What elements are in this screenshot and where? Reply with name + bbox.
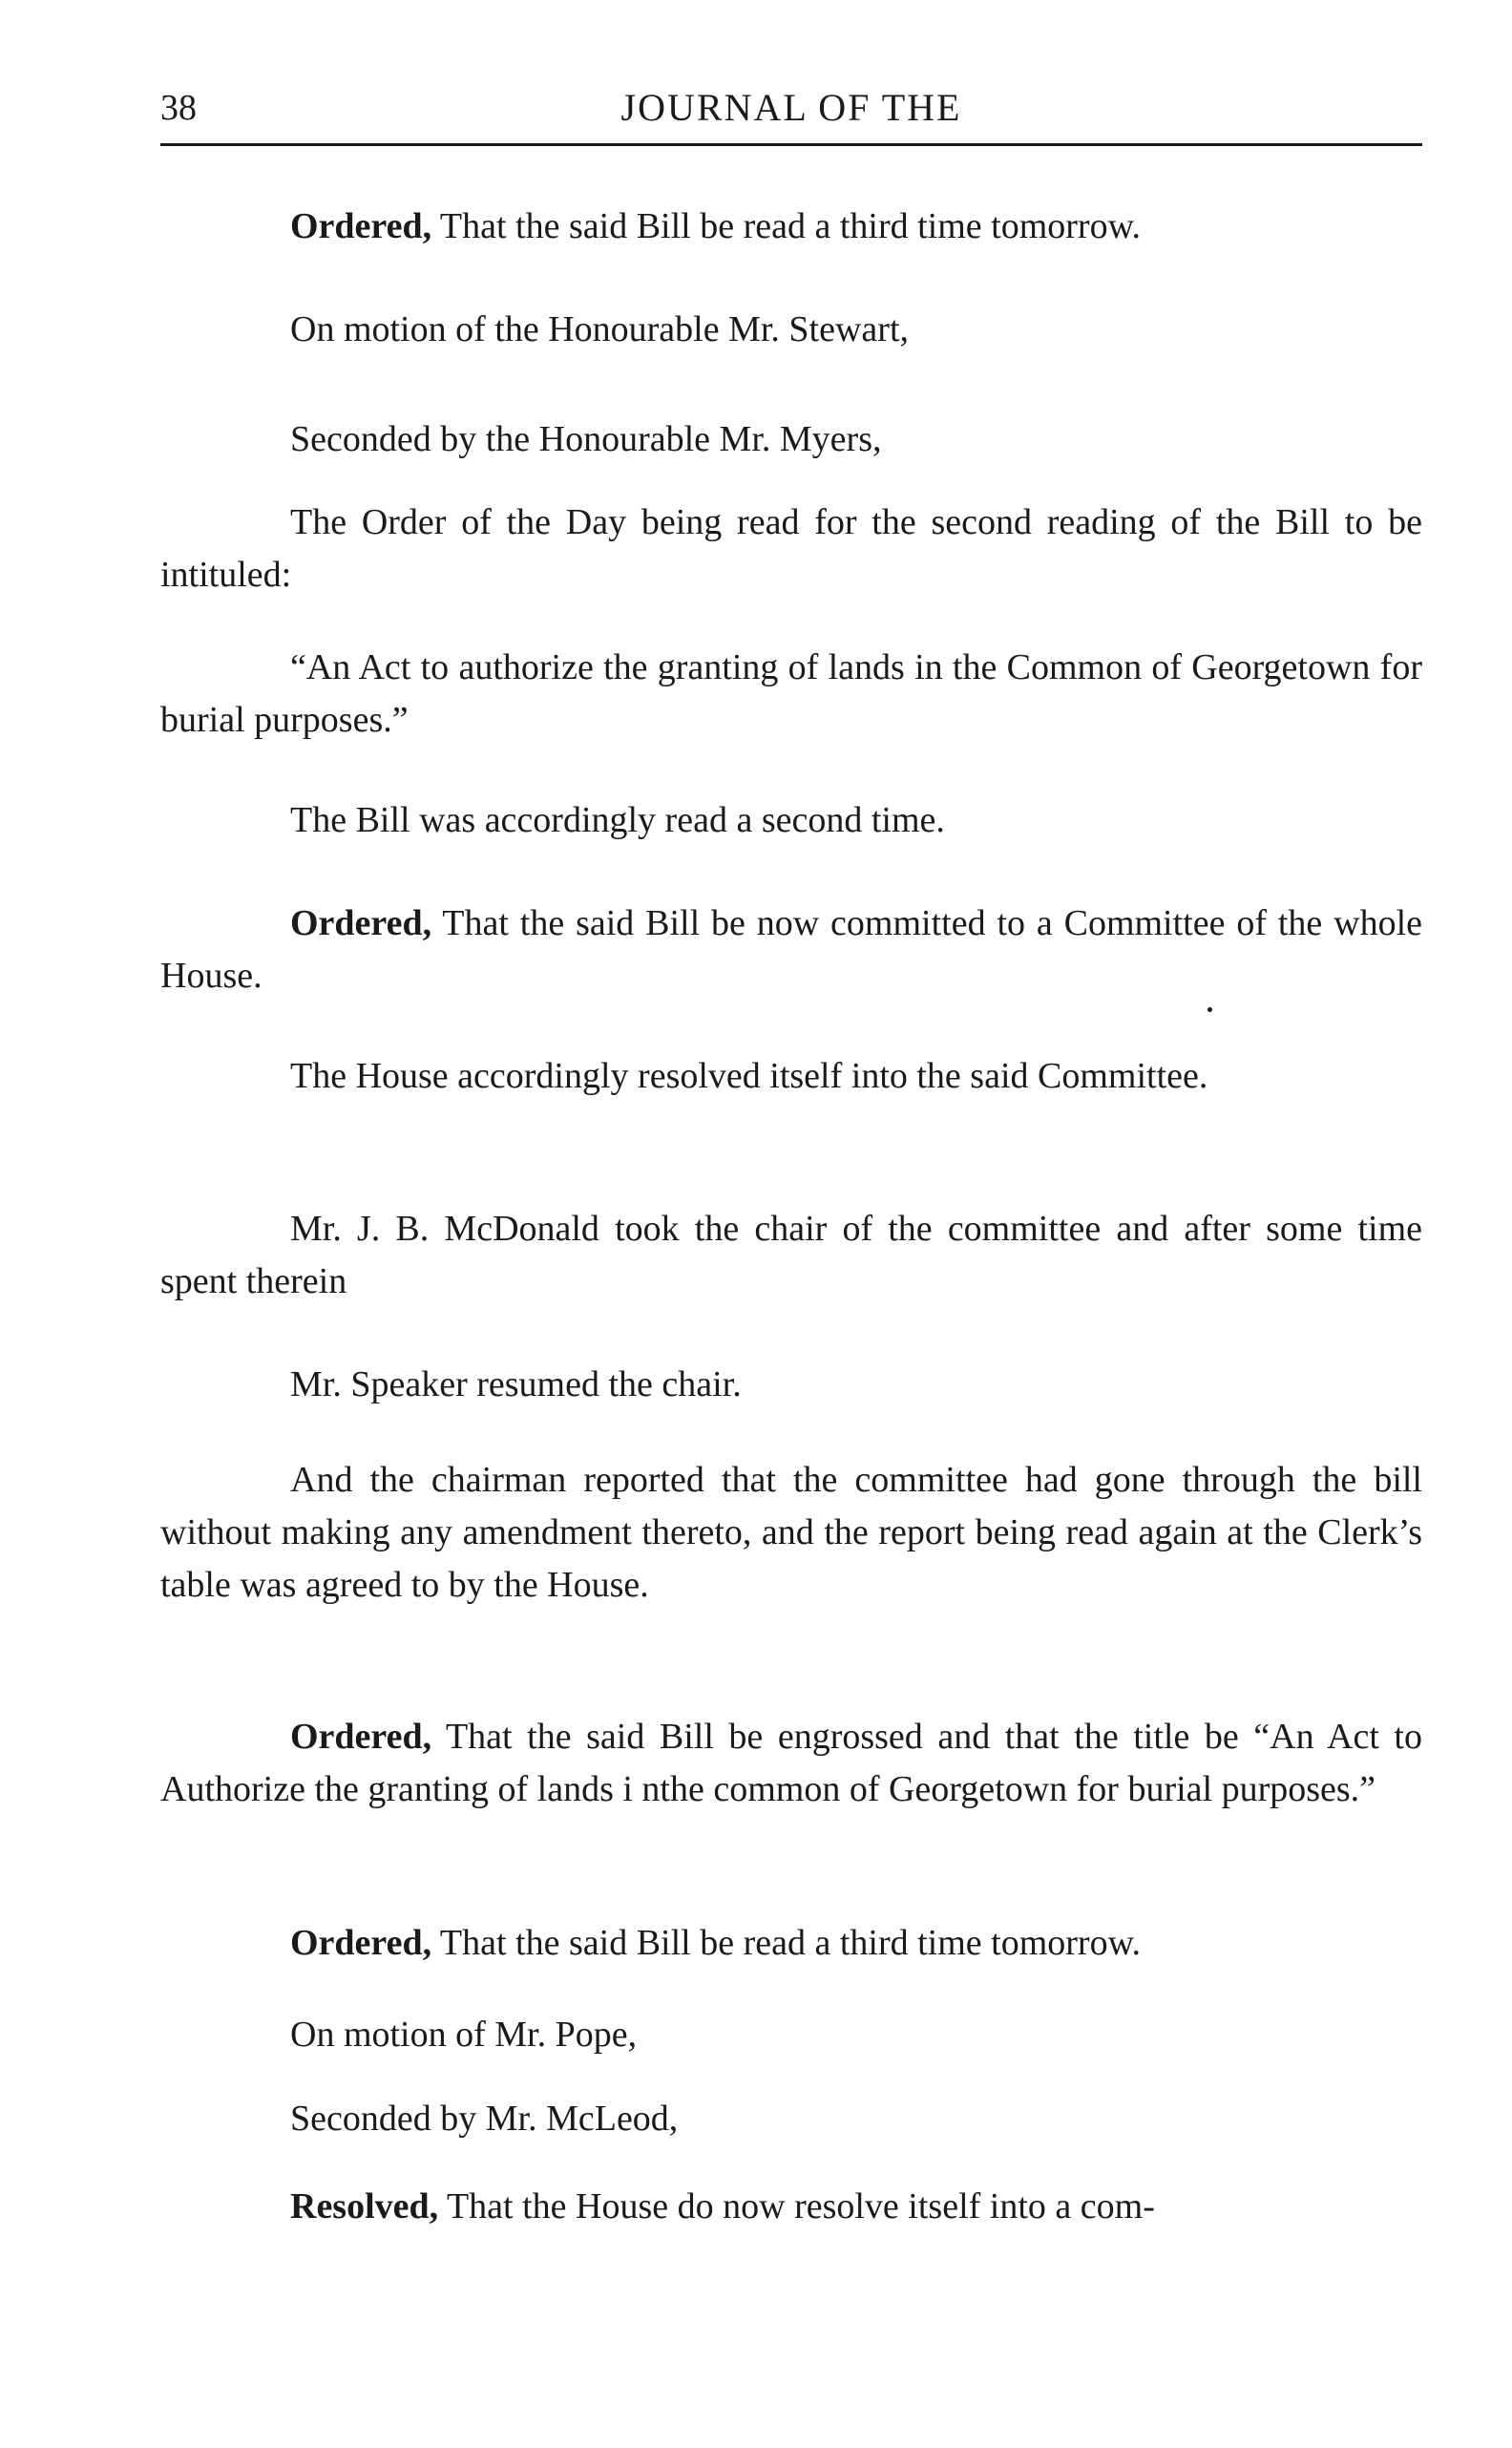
paragraph-text: Mr. Speaker resumed the chair. (290, 1364, 742, 1404)
paragraph (160, 200, 1422, 253)
paragraph (160, 2009, 1422, 2061)
paragraph-text: On motion of the Honourable Mr. Stewart, (290, 309, 910, 349)
running-head (160, 84, 1422, 132)
paragraph (160, 413, 1422, 466)
paragraph-text: The Order of the Day being read for the second reading of the Bill to be intituled: (160, 502, 1422, 595)
paragraph-text: On motion of Mr. Pope, (290, 2015, 638, 2055)
paragraph-text: Seconded by Mr. McLeod, (290, 2099, 679, 2139)
paragraph-text: Seconded by the Honourable Mr. Myers, (290, 419, 882, 459)
paragraph-text: That the said Bill be now committed to a Committee of the whole House. (160, 903, 1422, 996)
paragraph (160, 642, 1422, 747)
paragraph-text: The Bill was accordingly read a second time. (290, 800, 945, 840)
running-title: JOURNAL OF THE (620, 86, 962, 129)
paragraph (160, 2181, 1422, 2233)
paragraph (160, 1050, 1422, 1103)
paragraph (160, 1917, 1422, 1970)
paragraph (160, 1359, 1422, 1411)
paragraph (160, 1711, 1422, 1816)
paragraph-text: “An Act to authorize the granting of lands in the Common of Georgetown for burial purposes.” (160, 647, 1422, 740)
page-number: 38 (160, 88, 197, 128)
paragraph-text: That the said Bill be engrossed and that the title be “An Act to Authorize the granting of lands i nthe common of Georgetown for burial purposes.” (160, 1717, 1422, 1809)
paragraph-lead: Ordered, (290, 903, 432, 943)
paragraph-lead: Ordered, (290, 1923, 432, 1963)
paragraph (160, 794, 1422, 847)
paragraph (160, 496, 1422, 601)
paragraph-text: Mr. J. B. McDonald took the chair of the committee and after some time spent therein (160, 1209, 1422, 1301)
paragraph (160, 2093, 1422, 2145)
stray-mark (1208, 1007, 1212, 1012)
paragraph (160, 304, 1422, 356)
paragraph-text: And the chairman reported that the committee had gone through the bill without making any amendment thereto, and the report being read again at the Clerk’s table was agreed to by the House. (160, 1460, 1422, 1605)
paragraph-lead: Resolved, (290, 2186, 439, 2226)
header-rule (160, 143, 1422, 146)
paragraph (160, 1454, 1422, 1612)
paragraph-text: That the said Bill be read a third time tomorrow. (431, 206, 1142, 246)
paragraph (160, 1203, 1422, 1308)
paragraph-text: The House accordingly resolved itself into the said Committee. (290, 1056, 1208, 1096)
paragraph (160, 897, 1422, 1002)
paragraph-text: That the House do now resolve itself into a com- (438, 2186, 1155, 2226)
paragraph-lead: Ordered, (290, 1717, 432, 1757)
paragraph-lead: Ordered, (290, 206, 432, 246)
paragraph-text: That the said Bill be read a third time tomorrow. (431, 1923, 1142, 1963)
